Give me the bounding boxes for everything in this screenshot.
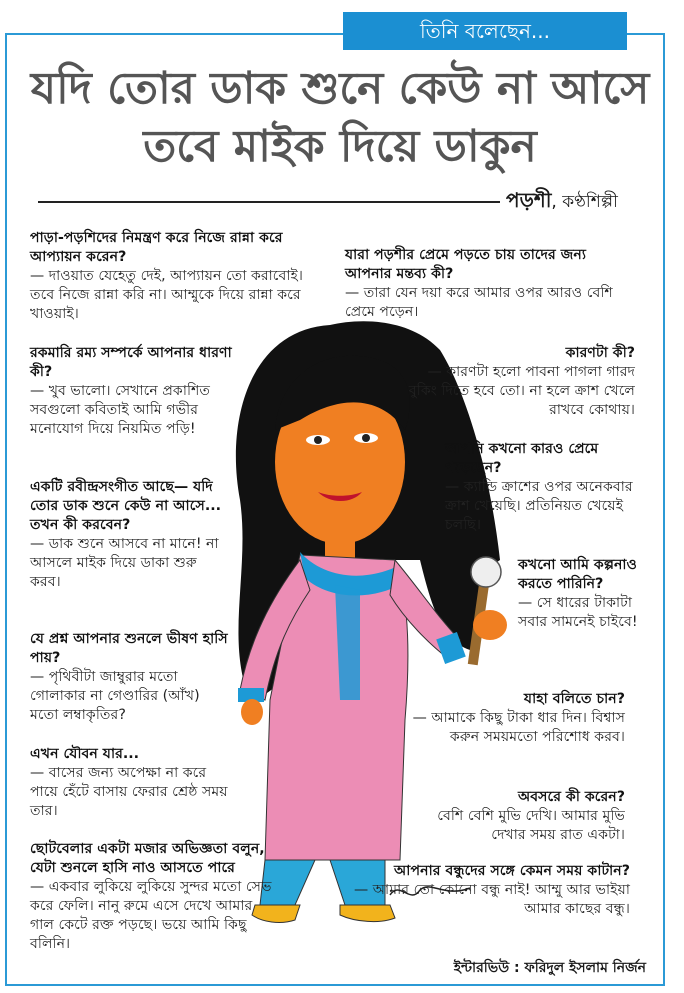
headline-line-2: তবে মাইক দিয়ে ডাকুন [143,121,537,172]
question: আপনার বন্ধুদের সঙ্গে কেমন সময় কাটান? [393,863,630,879]
answer: — খুব ভালো। সেখানে প্রকাশিত সবগুলো কবিতাই আমি গভীর মনোযোগ দিয়ে নিয়মিত পড়ি! [30,383,211,437]
qa-left-5 [30,745,230,821]
question: যে প্রশ্ন আপনার শুনলে ভীষণ হাসি পায়? [30,631,228,666]
question: কখনো আমি কল্পনাও করতে পারিনি? [518,557,637,592]
answer: — একবার লুকিয়ে লুকিয়ে সুন্দর মতো সেভ করে ফেলি। নানু রুমে এসে দেখে আমার গাল কেটে রক্ত পড়ছে। ভয়ে আমি কিছু বলিনি। [30,879,272,952]
qa-left-2 [30,344,235,439]
question: একটি রবীন্দ্রসংগীত আছে— যদি তোর ডাক শুনে কেউ না আসে... তখন কী করবেন? [30,479,221,533]
qa-right-7 [345,862,630,919]
interview-credit: ইন্টারভিউ : ফরিদুল ইসলাম নির্জন [453,960,646,976]
qa-right-3 [445,440,640,535]
qa-right-4 [518,556,638,632]
byline-separator: , [551,192,557,212]
question: যাহা বলিতে চান? [523,691,625,707]
answer: — আমার তো কোনো বন্ধু নাই! আম্মু আর ভাইয়া আমার কাছের বন্ধু। [354,882,630,917]
answer: — তারা যেন দয়া করে আমার ওপর আরও বেশি প্রেমে পড়েন। [345,285,613,320]
question: ছোটবেলার একটা মজার অভিজ্ঞতা বলুন, যেটা শুনলে হাসি নাও আসতে পারে [30,841,265,876]
qa-right-2 [405,344,635,420]
answer: — কারণটা হলো পাবনা পাগলা গারদ বুকিং দিতে হবে তো। না হলে ক্রাশ খেলে রাখবে কোথায়। [408,364,635,418]
byline-name: পড়শী [506,188,552,212]
byline-role: কণ্ঠশিল্পী [562,192,618,212]
left-pupil [314,436,322,444]
answer: — পৃথিবীটা জাম্বুরার মতো গোলাকার না গেণ্ডারির (আঁখ) মতো লম্বাকৃতির? [30,669,200,723]
answer: — আমাকে কিছু টাকা ধার দিন। বিশ্বাস করুন সময়মতো পরিশোধ করব। [412,710,625,745]
answer: — সে ধারের টাকাটা সবার সামনেই চাইবে! [518,595,638,630]
question: যারা পড়শীর প্রেমে পড়তে চায় তাদের জন্য আপনার মন্তব্য কী? [345,247,587,282]
answer: বেশি বেশি মুভি দেখি। আমার মুভি দেখার সময় রাত একটা। [437,808,625,843]
qa-left-1 [30,229,320,324]
qa-right-5 [410,690,625,747]
answer: — ডাক শুনে আসবে না মানে! না আসলে মাইক দিয়ে ডাকা শুরু করব। [30,536,219,590]
answer: — বাসের জন্য অপেক্ষা না করে পায়ে হেঁটে বাসায় ফেরার শ্রেষ্ঠ সময় তার। [30,765,228,819]
question: অবসরে কী করেন? [517,789,625,805]
question: কারণটা কী? [565,345,635,361]
question: পাড়া-পড়শিদের নিমন্ত্রণ করে নিজে রান্না করে আপ্যায়ন করেন? [30,230,283,265]
qa-left-4 [30,630,230,725]
headline-line-1: যদি তোর ডাক শুনে কেউ না আসে [30,63,650,114]
qa-right-1 [345,246,635,322]
qa-left-6 [30,840,280,954]
right-pupil [362,434,370,442]
qa-right-6 [410,788,625,845]
qa-left-3 [30,478,225,592]
question: আপনি কখনো কারও প্রেমে পড়েছেন? [445,441,599,476]
question: রকমারি রম্য সম্পর্কে আপনার ধারণা কী? [30,345,232,380]
microphone-head [471,557,501,587]
left-hand [241,699,263,725]
section-tag: তিনি বলেছেন... [343,12,627,50]
right-hand [473,610,507,640]
answer: — দাওয়াত যেহেতু দেই, আপ্যায়ন তো করাবোই। তবে নিজে রান্না করি না। আম্মুকে দিয়ে রান্না করে খাওয়াই। [30,268,303,322]
answer: — ক্যান্ডি ক্রাশের ওপর অনেকবার ক্রাশ খেয়েছি। প্রতিনিয়ত খেয়েই চলছি। [445,479,633,533]
question: এখন যৌবন যার... [30,746,140,762]
